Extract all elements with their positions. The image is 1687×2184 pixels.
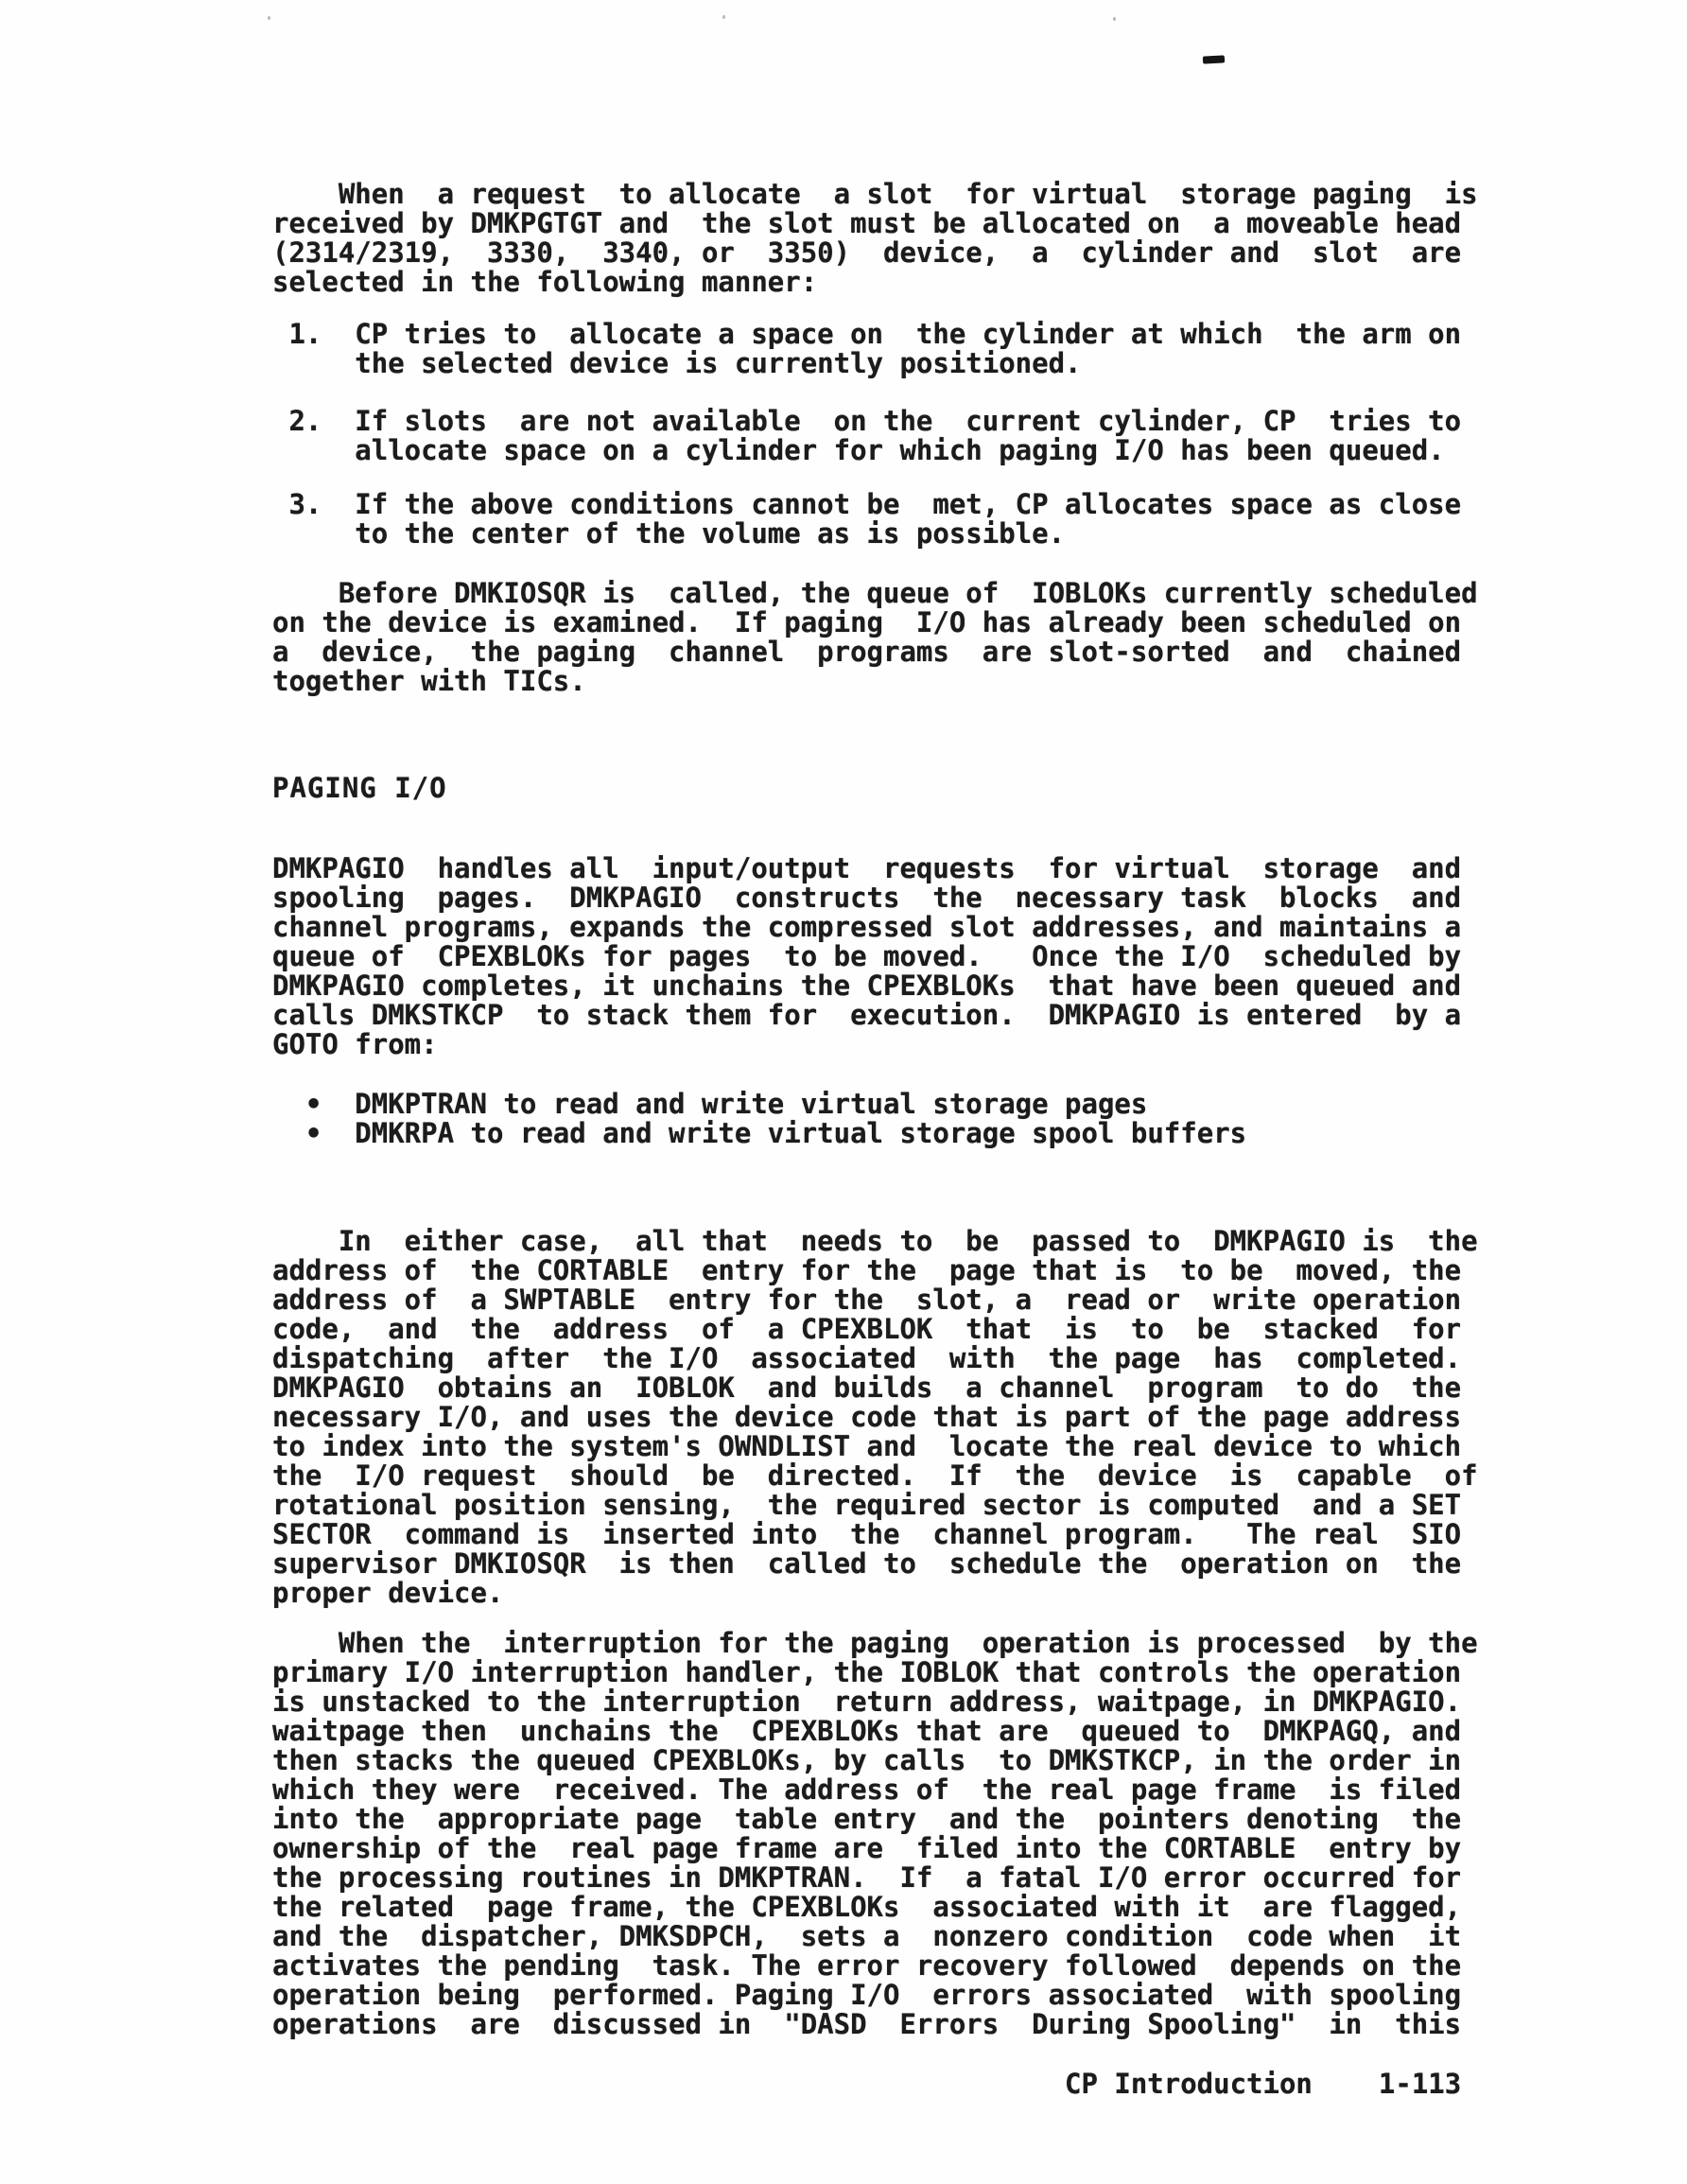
parameters-paragraph-line: dispatching after the I/O associated with the page has completed. xyxy=(272,1342,1462,1374)
scan-speck xyxy=(1113,17,1116,21)
numbered-item-1-line: 1. CP tries to allocate a space on the cylinder at which the arm on xyxy=(272,318,1462,350)
dmkpagio-paragraph-line: queue of CPEXBLOKs for pages to be moved. Once the I/O scheduled by xyxy=(272,940,1462,972)
scan-speck xyxy=(722,15,725,19)
dmkpagio-paragraph-line: GOTO from: xyxy=(272,1028,438,1060)
interruption-paragraph-line: then stacks the queued CPEXBLOKs, by calls to DMKSTKCP, in the order in xyxy=(272,1744,1462,1776)
dmkpagio-paragraph-line: DMKPAGIO handles all input/output requests for virtual storage and xyxy=(272,852,1462,884)
parameters-paragraph-line: necessary I/O, and uses the device code that is part of the page address xyxy=(272,1401,1462,1433)
intro-paragraph-line: selected in the following manner: xyxy=(272,266,818,298)
footer-section-label: CP Introduction xyxy=(1065,2068,1313,2100)
interruption-paragraph-line: is unstacked to the interruption return address, waitpage, in DMKPAGIO. xyxy=(272,1686,1462,1718)
entry-point-bullets xyxy=(272,1090,1246,1148)
interruption-paragraph-line: ownership of the real page frame are filed into the CORTABLE entry by xyxy=(272,1832,1462,1864)
scan-artifact-dash xyxy=(1203,55,1225,63)
parameters-paragraph-line: code, and the address of a CPEXBLOK that is to be stacked for xyxy=(272,1313,1462,1345)
parameters-paragraph-line: address of a SWPTABLE entry for the slot, a read or write operation xyxy=(272,1284,1462,1316)
dmkpagio-paragraph-line: DMKPAGIO completes, it unchains the CPEXBLOKs that have been queued and xyxy=(272,970,1462,1002)
parameters-paragraph-line: proper device. xyxy=(272,1577,504,1609)
section-heading-line: PAGING I/O xyxy=(272,772,447,804)
entry-point-bullets-line: • DMKRPA to read and write virtual storage spool buffers xyxy=(272,1117,1247,1149)
interruption-paragraph-line: into the appropriate page table entry and the pointers denoting the xyxy=(272,1803,1462,1835)
numbered-item-1-line: the selected device is currently positioned. xyxy=(272,347,1082,379)
interruption-paragraph-line: operation being performed. Paging I/O errors associated with spooling xyxy=(272,1979,1462,2011)
intro-paragraph-line: received by DMKPGTGT and the slot must be allocated on a moveable head xyxy=(272,207,1462,239)
intro-paragraph xyxy=(272,180,1478,297)
interruption-paragraph-line: the related page frame, the CPEXBLOKs associated with it are flagged, xyxy=(272,1891,1462,1923)
ioblok-queue-paragraph-line: Before DMKIOSQR is called, the queue of IOBLOKs currently scheduled xyxy=(272,577,1478,609)
numbered-item-2-line: allocate space on a cylinder for which paging I/O has been queued. xyxy=(272,434,1445,466)
page-number: 1-113 xyxy=(1378,2068,1462,2100)
parameters-paragraph-line: supervisor DMKIOSQR is then called to schedule the operation on the xyxy=(272,1547,1462,1580)
parameters-paragraph-line: In either case, all that needs to be passed to DMKPAGIO is the xyxy=(272,1225,1478,1257)
interruption-paragraph xyxy=(272,1629,1478,2039)
interruption-paragraph-line: the processing routines in DMKPTRAN. If a fatal I/O error occurred for xyxy=(272,1861,1462,1894)
interruption-paragraph-line: waitpage then unchains the CPEXBLOKs that are queued to DMKPAGQ, and xyxy=(272,1715,1462,1747)
interruption-paragraph-line: which they were received. The address of the real page frame is filed xyxy=(272,1773,1462,1806)
ioblok-queue-paragraph-line: a device, the paging channel programs are slot-sorted and chained xyxy=(272,636,1462,668)
interruption-paragraph-line: and the dispatcher, DMKSDPCH, sets a nonzero condition code when it xyxy=(272,1920,1462,1952)
numbered-item-2 xyxy=(272,407,1461,465)
interruption-paragraph-line: primary I/O interruption handler, the IOBLOK that controls the operation xyxy=(272,1656,1462,1688)
ioblok-queue-paragraph-line: on the device is examined. If paging I/O has already been scheduled on xyxy=(272,606,1462,638)
parameters-paragraph xyxy=(272,1227,1478,1608)
parameters-paragraph-line: address of the CORTABLE entry for the page that is to be moved, the xyxy=(272,1254,1462,1286)
section-heading xyxy=(272,774,447,803)
entry-point-bullets-line: • DMKPTRAN to read and write virtual storage pages xyxy=(272,1088,1148,1120)
intro-paragraph-line: (2314/2319, 3330, 3340, or 3350) device, a cylinder and slot are xyxy=(272,236,1462,269)
ioblok-queue-paragraph-line: together with TICs. xyxy=(272,665,586,697)
interruption-paragraph-line: activates the pending task. The error recovery followed depends on the xyxy=(272,1949,1462,1982)
dmkpagio-paragraph-line: channel programs, expands the compressed slot addresses, and maintains a xyxy=(272,911,1462,943)
numbered-item-3-line: to the center of the volume as is possible. xyxy=(272,517,1066,550)
parameters-paragraph-line: SECTOR command is inserted into the channel program. The real SIO xyxy=(272,1518,1462,1550)
interruption-paragraph-line: operations are discussed in "DASD Errors During Spooling" in this xyxy=(272,2008,1462,2040)
parameters-paragraph-line: to index into the system's OWNDLIST and locate the real device to which xyxy=(272,1430,1462,1462)
dmkpagio-paragraph-line: spooling pages. DMKPAGIO constructs the necessary task blocks and xyxy=(272,882,1462,914)
parameters-paragraph-line: DMKPAGIO obtains an IOBLOK and builds a channel program to do the xyxy=(272,1372,1462,1404)
numbered-item-3-line: 3. If the above conditions cannot be met, CP allocates space as close xyxy=(272,488,1462,520)
parameters-paragraph-line: rotational position sensing, the required sector is computed and a SET xyxy=(272,1489,1462,1521)
dmkpagio-paragraph-line: calls DMKSTKCP to stack them for execution. DMKPAGIO is entered by a xyxy=(272,999,1462,1031)
parameters-paragraph-line: the I/O request should be directed. If the device is capable of xyxy=(272,1459,1478,1492)
dmkpagio-paragraph xyxy=(272,854,1461,1059)
ioblok-queue-paragraph xyxy=(272,579,1478,696)
scan-speck xyxy=(268,16,270,20)
numbered-item-1 xyxy=(272,320,1461,378)
page-footer xyxy=(1065,2070,1461,2099)
numbered-item-3 xyxy=(272,490,1461,549)
intro-paragraph-line: When a request to allocate a slot for virtual storage paging is xyxy=(272,178,1478,210)
interruption-paragraph-line: When the interruption for the paging operation is processed by the xyxy=(272,1627,1478,1659)
numbered-item-2-line: 2. If slots are not available on the current cylinder, CP tries to xyxy=(272,405,1462,437)
